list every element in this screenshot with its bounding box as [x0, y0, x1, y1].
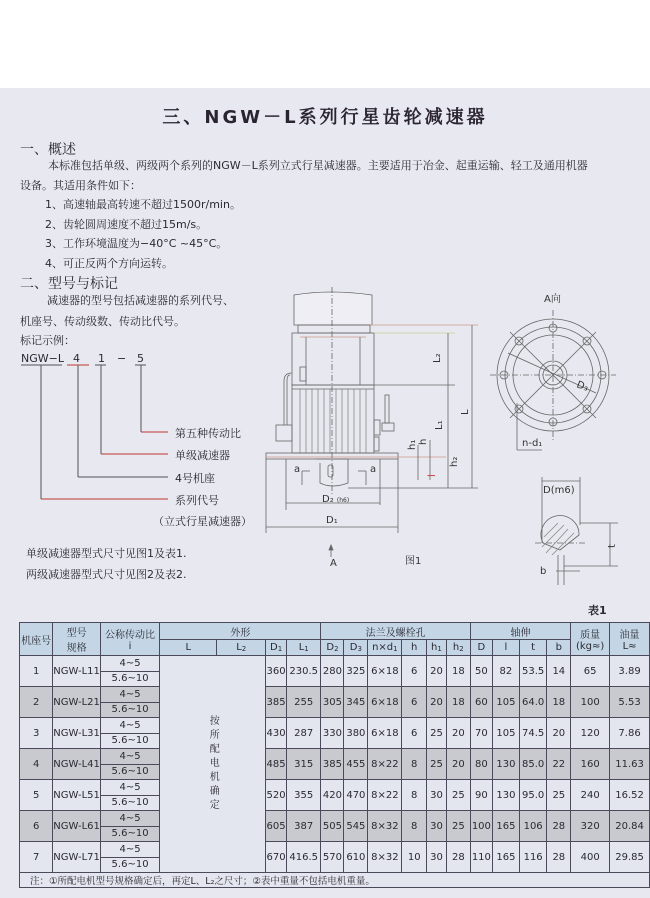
cell-d2: 385 [321, 749, 344, 780]
cell-b: 28 [547, 811, 571, 842]
cell-mass: 320 [571, 811, 610, 842]
cell-d: 100 [470, 811, 492, 842]
cell-h1: 30 [426, 811, 446, 842]
header-L: L [160, 640, 217, 656]
cell-l: 165 [493, 811, 520, 842]
cell-d1: 605 [266, 811, 287, 842]
cell-l: 130 [493, 749, 520, 780]
table-label: 表1 [588, 604, 607, 617]
cell-d2: 570 [321, 842, 344, 873]
cell-h1: 30 [426, 780, 446, 811]
page-title: 三、NGW－L系列行星齿轮减速器 [162, 107, 488, 128]
cell-d2: 280 [321, 656, 344, 687]
table-footnote: 注：①所配电机型号规格确定后，再定L、L₂之尺寸；②表中重量不包括电机重量。 [20, 873, 650, 888]
cell-l1: 230.5 [286, 656, 320, 687]
header-nd1: $n\times d_1$ [368, 640, 402, 656]
table-row [20, 780, 650, 796]
header-D2: $D_2$ [321, 640, 344, 656]
header-shaft: 轴伸 [470, 623, 570, 640]
cell-d1: 360 [266, 656, 287, 687]
header-h2: $h_2$ [446, 640, 470, 656]
figure-caption: 图1 [405, 556, 422, 567]
header-l: l [493, 640, 520, 656]
cell-ratio: 4~5 [100, 749, 159, 765]
callout-stage: 单级减速器 [175, 449, 230, 462]
cell-d1: 385 [266, 687, 287, 718]
cell-d3: 345 [344, 687, 368, 718]
cell-nd1: 8×22 [368, 749, 402, 780]
cell-h1: 25 [426, 718, 446, 749]
cell-l1: 315 [286, 749, 320, 780]
cell-ratio: 4~5 [100, 718, 159, 734]
cell-oil: 3.89 [610, 656, 650, 687]
cell-h2: 18 [446, 687, 470, 718]
table-row [20, 718, 650, 734]
dim-h2: h₂ [449, 456, 460, 467]
header-oil: 油量 L≈ [610, 623, 650, 656]
condition-item: 2、齿轮圆周速度不超过15m/s。 [45, 218, 208, 231]
cell-frame: 4 [20, 749, 53, 780]
cell-oil: 5.53 [610, 687, 650, 718]
cell-mass: 65 [571, 656, 610, 687]
cell-t: 64.0 [519, 687, 547, 718]
dimensions-table [19, 622, 650, 888]
cell-ratio: 5.6~10 [100, 826, 159, 842]
cell-d1: 670 [266, 842, 287, 873]
cell-d: 80 [470, 749, 492, 780]
cell-h: 8 [402, 811, 427, 842]
cell-t: 95.0 [519, 780, 547, 811]
code-stage: 1 [98, 352, 105, 365]
cell-frame: 5 [20, 780, 53, 811]
cell-l: 105 [493, 718, 520, 749]
view-arrow-a: A [330, 558, 337, 569]
cell-oil: 20.84 [610, 811, 650, 842]
cell-d: 70 [470, 718, 492, 749]
cell-mass: 160 [571, 749, 610, 780]
cell-model: NGW-L21 [53, 687, 101, 718]
cell-ratio: 4~5 [100, 811, 159, 827]
cell-l1: 355 [286, 780, 320, 811]
reducer-view-a-drawing [480, 285, 650, 590]
callout-series: 系列代号 [175, 494, 219, 507]
header-L1: $L_1$ [286, 640, 320, 656]
cell-d2: 305 [321, 687, 344, 718]
cell-ratio: 5.6~10 [100, 857, 159, 873]
cell-model: NGW-L41 [53, 749, 101, 780]
cell-ratio: 5.6~10 [100, 764, 159, 780]
cell-h2: 28 [446, 842, 470, 873]
cell-b: 20 [547, 718, 571, 749]
cell-l1: 416.5 [286, 842, 320, 873]
cell-d3: 610 [344, 842, 368, 873]
cell-h1: 20 [426, 656, 446, 687]
cell-model: NGW-L51 [53, 780, 101, 811]
cell-mass: 120 [571, 718, 610, 749]
cell-nd1: 8×32 [368, 842, 402, 873]
callout-ratio: 第五种传动比 [175, 427, 241, 440]
cell-d3: 325 [344, 656, 368, 687]
cell-h: 8 [402, 780, 427, 811]
cell-d3: 545 [344, 811, 368, 842]
section-overview-heading: 一、概述 [20, 142, 76, 158]
code-series: NGW−L [21, 352, 64, 365]
cell-l: 105 [493, 687, 520, 718]
cell-h2: 25 [446, 780, 470, 811]
cell-h2: 25 [446, 811, 470, 842]
example-label: 标记示例： [20, 334, 75, 347]
cell-d2: 505 [321, 811, 344, 842]
section-model-heading: 二、型号与标记 [20, 276, 118, 292]
cell-d2: 330 [321, 718, 344, 749]
overview-intro-line2: 设备。其适用条件如下： [20, 179, 141, 192]
section-a-left: a [294, 464, 301, 475]
cell-frame: 3 [20, 718, 53, 749]
cell-nd1: 6×18 [368, 687, 402, 718]
cell-ratio: 5.6~10 [100, 702, 159, 718]
cell-d: 50 [470, 656, 492, 687]
header-b: b [547, 640, 571, 656]
cell-ratio: 4~5 [100, 656, 159, 672]
cell-motor-note: 按所配电机确定 [160, 656, 266, 873]
code-frame: 4 [73, 352, 80, 365]
cell-t: 116 [519, 842, 547, 873]
cell-h1: 25 [426, 749, 446, 780]
dim-b: b [540, 566, 547, 577]
cell-oil: 7.86 [610, 718, 650, 749]
table-row [20, 749, 650, 765]
cell-b: 28 [547, 842, 571, 873]
dim-t: t [607, 544, 618, 548]
cell-h2: 20 [446, 749, 470, 780]
cell-d3: 470 [344, 780, 368, 811]
cell-l1: 255 [286, 687, 320, 718]
cell-h: 8 [402, 749, 427, 780]
cell-l1: 287 [286, 718, 320, 749]
dim-L1: L₁ [434, 420, 445, 430]
cell-nd1: 6×18 [368, 656, 402, 687]
header-h: h [402, 640, 427, 656]
callout-frame: 4号机座 [175, 472, 215, 485]
cell-nd1: 8×32 [368, 811, 402, 842]
view-a-label: A向 [544, 294, 561, 305]
header-D: D [470, 640, 492, 656]
cell-ratio: 5.6~10 [100, 795, 159, 811]
cell-l: 165 [493, 842, 520, 873]
cell-d: 90 [470, 780, 492, 811]
cell-b: 25 [547, 780, 571, 811]
cell-d: 60 [470, 687, 492, 718]
code-dash: − [117, 352, 127, 365]
cell-model: NGW-L11 [53, 656, 101, 687]
cell-ratio: 4~5 [100, 687, 159, 703]
header-model: 型号 规格 [53, 623, 101, 656]
cell-model: NGW-L71 [53, 842, 101, 873]
section-a-right: a [370, 464, 377, 475]
table-row [20, 842, 650, 858]
header-D1: $D_1$ [266, 640, 287, 656]
dim-h: h [418, 438, 429, 445]
cell-frame: 1 [20, 656, 53, 687]
cell-model: NGW-L61 [53, 811, 101, 842]
dim-nd1: n-d₁ [522, 438, 543, 449]
cell-t: 74.5 [519, 718, 547, 749]
model-desc-line2: 机座号、传动级数、传动比代号。 [20, 315, 185, 328]
cell-d3: 380 [344, 718, 368, 749]
cell-h: 6 [402, 656, 427, 687]
cell-h2: 18 [446, 656, 470, 687]
dim-Dm6: D(m6) [543, 485, 575, 496]
cell-mass: 100 [571, 687, 610, 718]
condition-item: 4、可正反两个方向运转。 [45, 257, 173, 270]
cell-h1: 30 [426, 842, 446, 873]
cell-mass: 240 [571, 780, 610, 811]
cell-oil: 16.52 [610, 780, 650, 811]
cell-frame: 7 [20, 842, 53, 873]
table-row [20, 811, 650, 827]
cell-oil: 11.63 [610, 749, 650, 780]
code-ratio: 5 [137, 352, 144, 365]
header-L2: $L_2$ [217, 640, 266, 656]
cell-frame: 6 [20, 811, 53, 842]
ref-line-2: 两级减速器型式尺寸见图2及表2. [26, 568, 187, 581]
cell-d1: 430 [266, 718, 287, 749]
table-row [20, 656, 650, 672]
condition-item: 3、工作环境温度为−40°C ~45°C。 [45, 237, 228, 250]
cell-model: NGW-L31 [53, 718, 101, 749]
table-row [20, 687, 650, 703]
cell-nd1: 8×22 [368, 780, 402, 811]
cell-h: 6 [402, 687, 427, 718]
cell-mass: 400 [571, 842, 610, 873]
model-desc-line1: 减速器的型号包括减速器的系列代号、 [47, 294, 234, 307]
cell-ratio: 4~5 [100, 780, 159, 796]
ref-line-1: 单级减速器型式尺寸见图1及表1. [26, 547, 187, 560]
dim-h1: h₁ [407, 439, 418, 450]
cell-frame: 2 [20, 687, 53, 718]
cell-b: 22 [547, 749, 571, 780]
cell-ratio: 5.6~10 [100, 733, 159, 749]
cell-h: 6 [402, 718, 427, 749]
cell-l: 130 [493, 780, 520, 811]
cell-l1: 387 [286, 811, 320, 842]
header-frame-no: 机座号 [20, 623, 53, 656]
reducer-side-view-drawing [260, 285, 485, 575]
cell-t: 53.5 [519, 656, 547, 687]
condition-item: 1、高速轴最高转速不超过1500r/min。 [45, 198, 241, 211]
cell-ratio: 4~5 [100, 842, 159, 858]
cell-t: 106 [519, 811, 547, 842]
overview-intro-line1: 本标准包括单级、两级两个系列的NGW－L系列立式行星减速器。主要适用于冶金、起重运输、轻工及通用机器 [48, 159, 588, 172]
cell-h: 10 [402, 842, 427, 873]
cell-b: 14 [547, 656, 571, 687]
header-ratio: 公称传动比 i [100, 623, 159, 656]
dim-l: l [427, 474, 438, 477]
cell-nd1: 6×18 [368, 718, 402, 749]
dim-L: L [460, 409, 471, 415]
header-D3: $D_3$ [344, 640, 368, 656]
dim-D3: D₃ [574, 379, 590, 394]
callout-series-note: （立式行星减速器） [153, 515, 252, 528]
cell-h2: 20 [446, 718, 470, 749]
cell-l: 82 [493, 656, 520, 687]
cell-d1: 520 [266, 780, 287, 811]
header-mass: 质量 (kg≈) [571, 623, 610, 656]
cell-oil: 29.85 [610, 842, 650, 873]
cell-d3: 455 [344, 749, 368, 780]
header-outline: 外形 [160, 623, 321, 640]
header-t: t [519, 640, 547, 656]
cell-b: 18 [547, 687, 571, 718]
cell-t: 85.0 [519, 749, 547, 780]
header-flange: 法兰及螺栓孔 [321, 623, 470, 640]
dim-L2: L₂ [432, 353, 443, 363]
cell-h1: 20 [426, 687, 446, 718]
cell-d2: 420 [321, 780, 344, 811]
header-h1: $h_1$ [426, 640, 446, 656]
dim-D2: D₂ (h6) [322, 494, 350, 505]
cell-d: 110 [470, 842, 492, 873]
dim-D1: D₁ [326, 515, 338, 526]
cell-d1: 485 [266, 749, 287, 780]
cell-ratio: 5.6~10 [100, 671, 159, 687]
